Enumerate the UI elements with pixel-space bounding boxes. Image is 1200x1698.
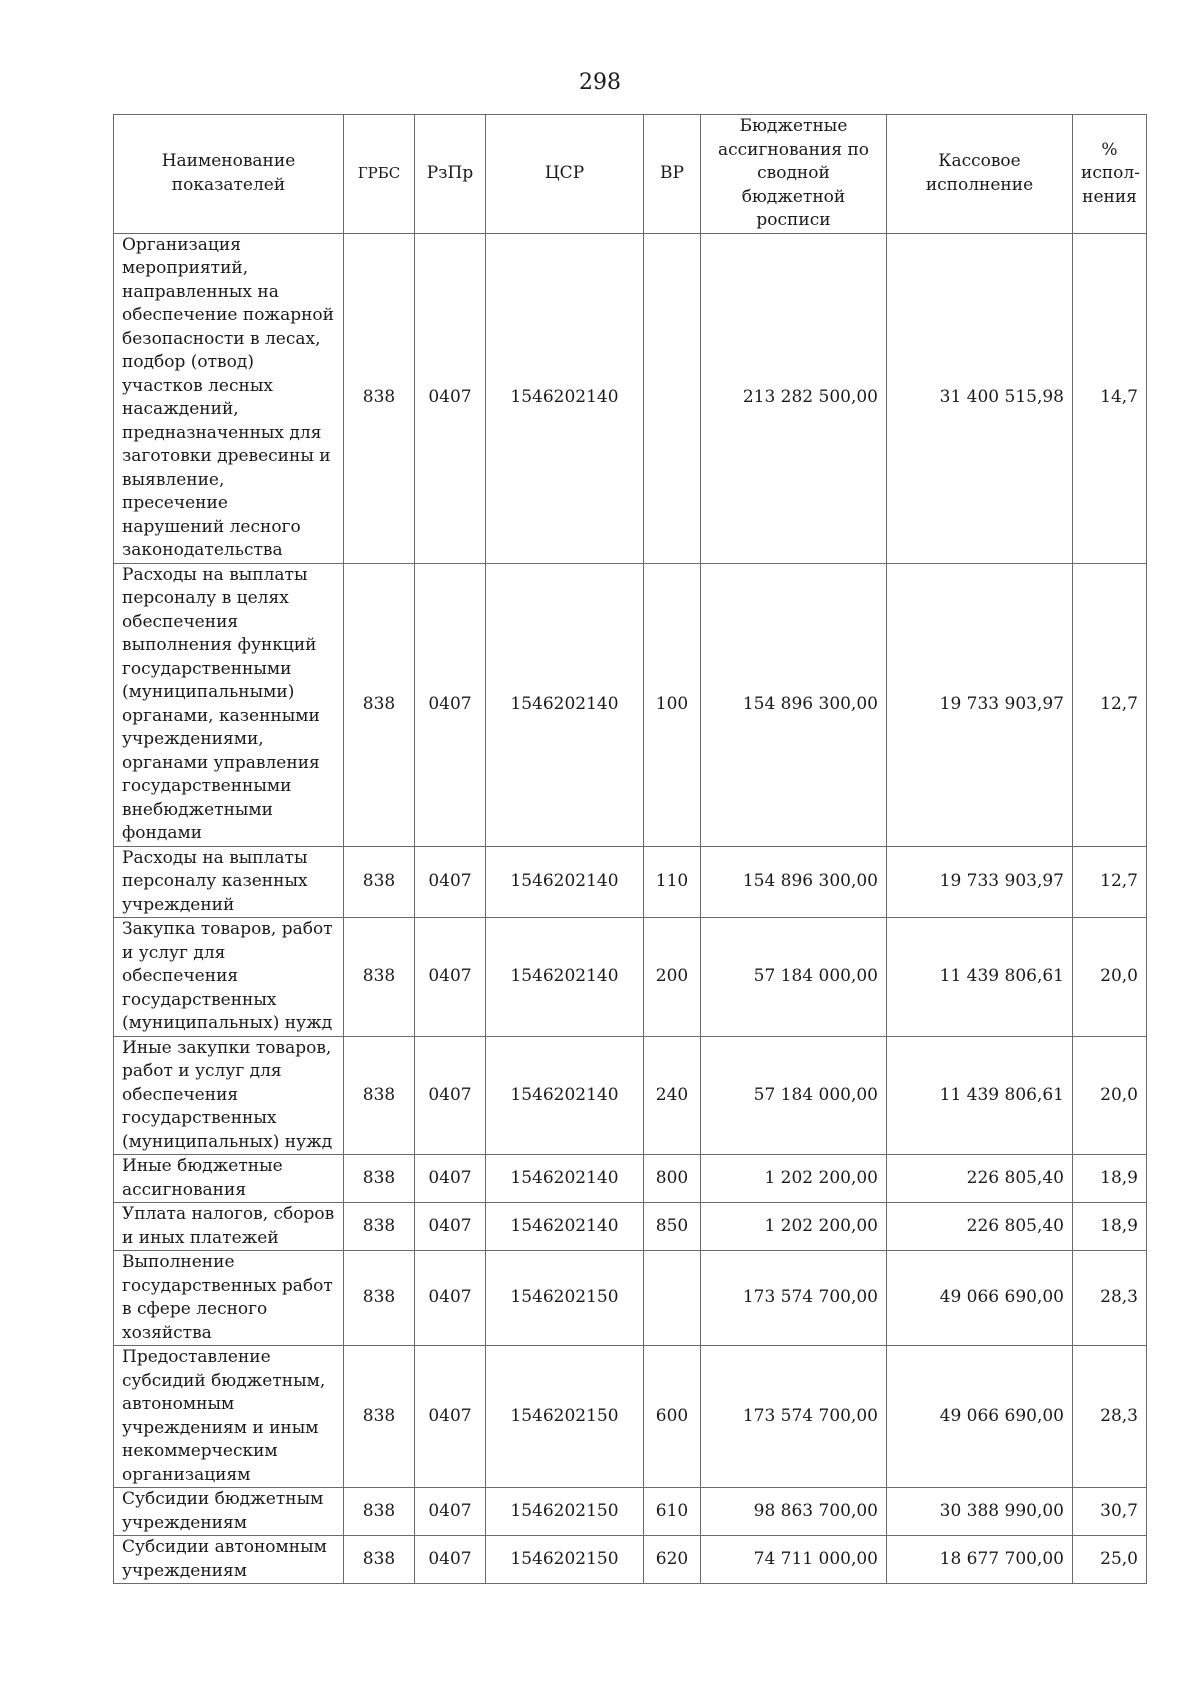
table-row: [114, 1536, 1147, 1584]
budget-execution-table: [113, 114, 1147, 1584]
cell-rzpr: 0407: [415, 846, 486, 918]
cell-vr: 600: [644, 1346, 701, 1488]
cell-percent: 18,9: [1073, 1203, 1147, 1251]
cell-name: Иные закупки товаров, работ и услуг для обеспечения государственных (муниципальных) нужд: [114, 1036, 344, 1155]
table-header-row: [114, 115, 1147, 234]
table-row: [114, 233, 1147, 563]
cell-grbs: 838: [344, 918, 415, 1037]
cell-vr: 850: [644, 1203, 701, 1251]
cell-grbs: 838: [344, 1155, 415, 1203]
cell-rzpr: 0407: [415, 1536, 486, 1584]
header-percent: % испол-нения: [1073, 115, 1147, 234]
table-body: [114, 233, 1147, 1584]
cell-grbs: 838: [344, 1536, 415, 1584]
cell-percent: 28,3: [1073, 1251, 1147, 1346]
cell-csr: 1546202140: [486, 563, 644, 846]
table-row: [114, 846, 1147, 918]
cell-budget: 154 896 300,00: [701, 846, 887, 918]
cell-vr: 610: [644, 1488, 701, 1536]
cell-csr: 1546202150: [486, 1346, 644, 1488]
cell-percent: 12,7: [1073, 846, 1147, 918]
cell-cash: 226 805,40: [887, 1203, 1073, 1251]
cell-rzpr: 0407: [415, 1251, 486, 1346]
cell-rzpr: 0407: [415, 1488, 486, 1536]
cell-vr: 800: [644, 1155, 701, 1203]
cell-name: Выполнение государственных работ в сфере лесного хозяйства: [114, 1251, 344, 1346]
cell-budget: 1 202 200,00: [701, 1155, 887, 1203]
cell-percent: 18,9: [1073, 1155, 1147, 1203]
cell-rzpr: 0407: [415, 563, 486, 846]
table-row: [114, 1036, 1147, 1155]
cell-vr: [644, 1251, 701, 1346]
cell-cash: 49 066 690,00: [887, 1251, 1073, 1346]
page-number: 298: [579, 70, 621, 95]
header-vr: ВР: [644, 115, 701, 234]
cell-name: Организация мероприятий, направленных на обеспечение пожарной безопасности в лесах, подбор (отвод) участков лесных насаждений, предназначенных для заготовки древесины и выявление, пресечение нарушений лесного законодательства: [114, 233, 344, 563]
cell-percent: 12,7: [1073, 563, 1147, 846]
cell-vr: 240: [644, 1036, 701, 1155]
cell-name: Предоставление субсидий бюджетным, автономным учреждениям и иным некоммерческим организациям: [114, 1346, 344, 1488]
cell-csr: 1546202140: [486, 1155, 644, 1203]
cell-cash: 19 733 903,97: [887, 846, 1073, 918]
cell-percent: 25,0: [1073, 1536, 1147, 1584]
cell-grbs: 838: [344, 846, 415, 918]
cell-grbs: 838: [344, 233, 415, 563]
cell-name: Расходы на выплаты персоналу в целях обеспечения выполнения функций государственными (муниципальными) органами, казенными учреждениями, органами управления государственными внебюджетными фондами: [114, 563, 344, 846]
cell-rzpr: 0407: [415, 918, 486, 1037]
cell-cash: 11 439 806,61: [887, 918, 1073, 1037]
cell-vr: 100: [644, 563, 701, 846]
cell-name: Субсидии автономным учреждениям: [114, 1536, 344, 1584]
header-rzpr: РзПр: [415, 115, 486, 234]
cell-budget: 57 184 000,00: [701, 918, 887, 1037]
cell-budget: 173 574 700,00: [701, 1251, 887, 1346]
table-row: [114, 1251, 1147, 1346]
cell-csr: 1546202150: [486, 1251, 644, 1346]
table-row: [114, 563, 1147, 846]
cell-percent: 20,0: [1073, 1036, 1147, 1155]
cell-grbs: 838: [344, 1488, 415, 1536]
cell-cash: 18 677 700,00: [887, 1536, 1073, 1584]
cell-vr: 620: [644, 1536, 701, 1584]
cell-vr: 110: [644, 846, 701, 918]
cell-csr: 1546202140: [486, 1203, 644, 1251]
table-row: [114, 1203, 1147, 1251]
cell-rzpr: 0407: [415, 233, 486, 563]
header-cash: Кассовое исполнение: [887, 115, 1073, 234]
table-row: [114, 1155, 1147, 1203]
cell-percent: 28,3: [1073, 1346, 1147, 1488]
cell-csr: 1546202150: [486, 1488, 644, 1536]
cell-vr: [644, 233, 701, 563]
cell-name: Уплата налогов, сборов и иных платежей: [114, 1203, 344, 1251]
cell-budget: 57 184 000,00: [701, 1036, 887, 1155]
cell-cash: 31 400 515,98: [887, 233, 1073, 563]
cell-budget: 213 282 500,00: [701, 233, 887, 563]
cell-rzpr: 0407: [415, 1346, 486, 1488]
cell-cash: 30 388 990,00: [887, 1488, 1073, 1536]
cell-percent: 14,7: [1073, 233, 1147, 563]
cell-budget: 154 896 300,00: [701, 563, 887, 846]
cell-rzpr: 0407: [415, 1203, 486, 1251]
cell-grbs: 838: [344, 1203, 415, 1251]
cell-grbs: 838: [344, 563, 415, 846]
cell-budget: 1 202 200,00: [701, 1203, 887, 1251]
cell-csr: 1546202150: [486, 1536, 644, 1584]
cell-budget: 98 863 700,00: [701, 1488, 887, 1536]
cell-cash: 49 066 690,00: [887, 1346, 1073, 1488]
table-row: [114, 918, 1147, 1037]
cell-budget: 173 574 700,00: [701, 1346, 887, 1488]
cell-csr: 1546202140: [486, 846, 644, 918]
header-budget: Бюджетные ассигнования по сводной бюджетной росписи: [701, 115, 887, 234]
cell-csr: 1546202140: [486, 1036, 644, 1155]
cell-budget: 74 711 000,00: [701, 1536, 887, 1584]
cell-percent: 30,7: [1073, 1488, 1147, 1536]
table-row: [114, 1346, 1147, 1488]
header-csr: ЦСР: [486, 115, 644, 234]
cell-name: Иные бюджетные ассигнования: [114, 1155, 344, 1203]
header-grbs: ГРБС: [344, 115, 415, 234]
cell-name: Закупка товаров, работ и услуг для обеспечения государственных (муниципальных) нужд: [114, 918, 344, 1037]
cell-grbs: 838: [344, 1251, 415, 1346]
cell-cash: 19 733 903,97: [887, 563, 1073, 846]
cell-vr: 200: [644, 918, 701, 1037]
cell-name: Расходы на выплаты персоналу казенных учреждений: [114, 846, 344, 918]
cell-name: Субсидии бюджетным учреждениям: [114, 1488, 344, 1536]
cell-grbs: 838: [344, 1036, 415, 1155]
cell-rzpr: 0407: [415, 1155, 486, 1203]
cell-cash: 226 805,40: [887, 1155, 1073, 1203]
table-row: [114, 1488, 1147, 1536]
cell-rzpr: 0407: [415, 1036, 486, 1155]
cell-csr: 1546202140: [486, 233, 644, 563]
cell-percent: 20,0: [1073, 918, 1147, 1037]
cell-grbs: 838: [344, 1346, 415, 1488]
header-name: Наименование показателей: [114, 115, 344, 234]
cell-cash: 11 439 806,61: [887, 1036, 1073, 1155]
cell-csr: 1546202140: [486, 918, 644, 1037]
